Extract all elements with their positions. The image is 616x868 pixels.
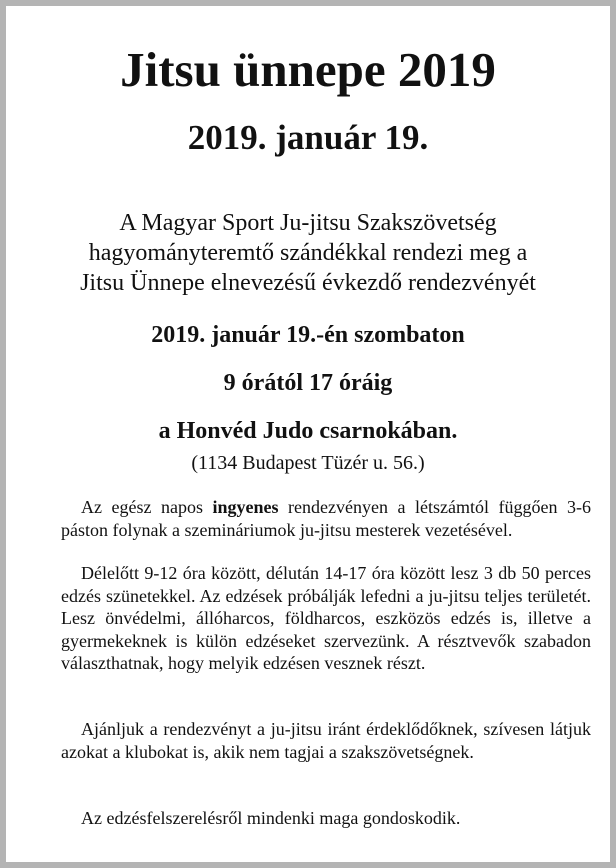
date-heading: 2019. január 19. [187,118,429,157]
paragraph-schedule: Délelőtt 9-12 óra között, délután 14-17 óra között lesz 3 db 50 perces edzés szünetekkel. Az edzések próbálják lefedni a ju-jitsu teljes területét. Lesz önvédelmi, állóharcos, földharcos, eszközös edzés is, illetve a gyermekeknek is külön edzéseket szervezünk. A résztvevők szabadon választhatnak, hogy melyik edzésen vesznek részt. [61,563,591,673]
intro-line: Jitsu Ünnepe elnevezésű évkezdő rendezvényét [80,270,536,296]
venue-address: (1134 Budapest Tüzér u. 56.) [191,452,425,474]
intro-line: hagyományteremtő szándékkal rendezi meg a [88,240,528,266]
highlight-free: ingyenes [212,497,279,517]
paragraph-invitation: Ajánljuk a rendezvényt a ju-jitsu iránt érdeklődőknek, szívesen látjuk azokat a klubokat is, akik nem tagjai a szakszövetségnek. [61,719,591,762]
event-date: 2019. január 19.-én szombaton [151,322,465,348]
paragraph-text: rendezvényen a létszámtól függően 3-6 páston folynak a szemináriumok ju-jitsu mesterek vezetésével. [61,497,591,540]
paragraph-text: Az egész napos [81,497,213,517]
intro-line: A Magyar Sport Ju-jitsu Szakszövetség [119,210,497,236]
paragraph-free-event [61,496,591,541]
paragraph-equipment: Az edzésfelszerelésről mindenki maga gondoskodik. [81,808,461,828]
document-content [6,6,610,862]
intro-text [6,208,610,298]
page-title: Jitsu ünnepe 2019 [120,42,496,97]
event-venue: a Honvéd Judo csarnokában. [158,418,458,444]
event-time: 9 órától 17 óráig [223,370,393,396]
